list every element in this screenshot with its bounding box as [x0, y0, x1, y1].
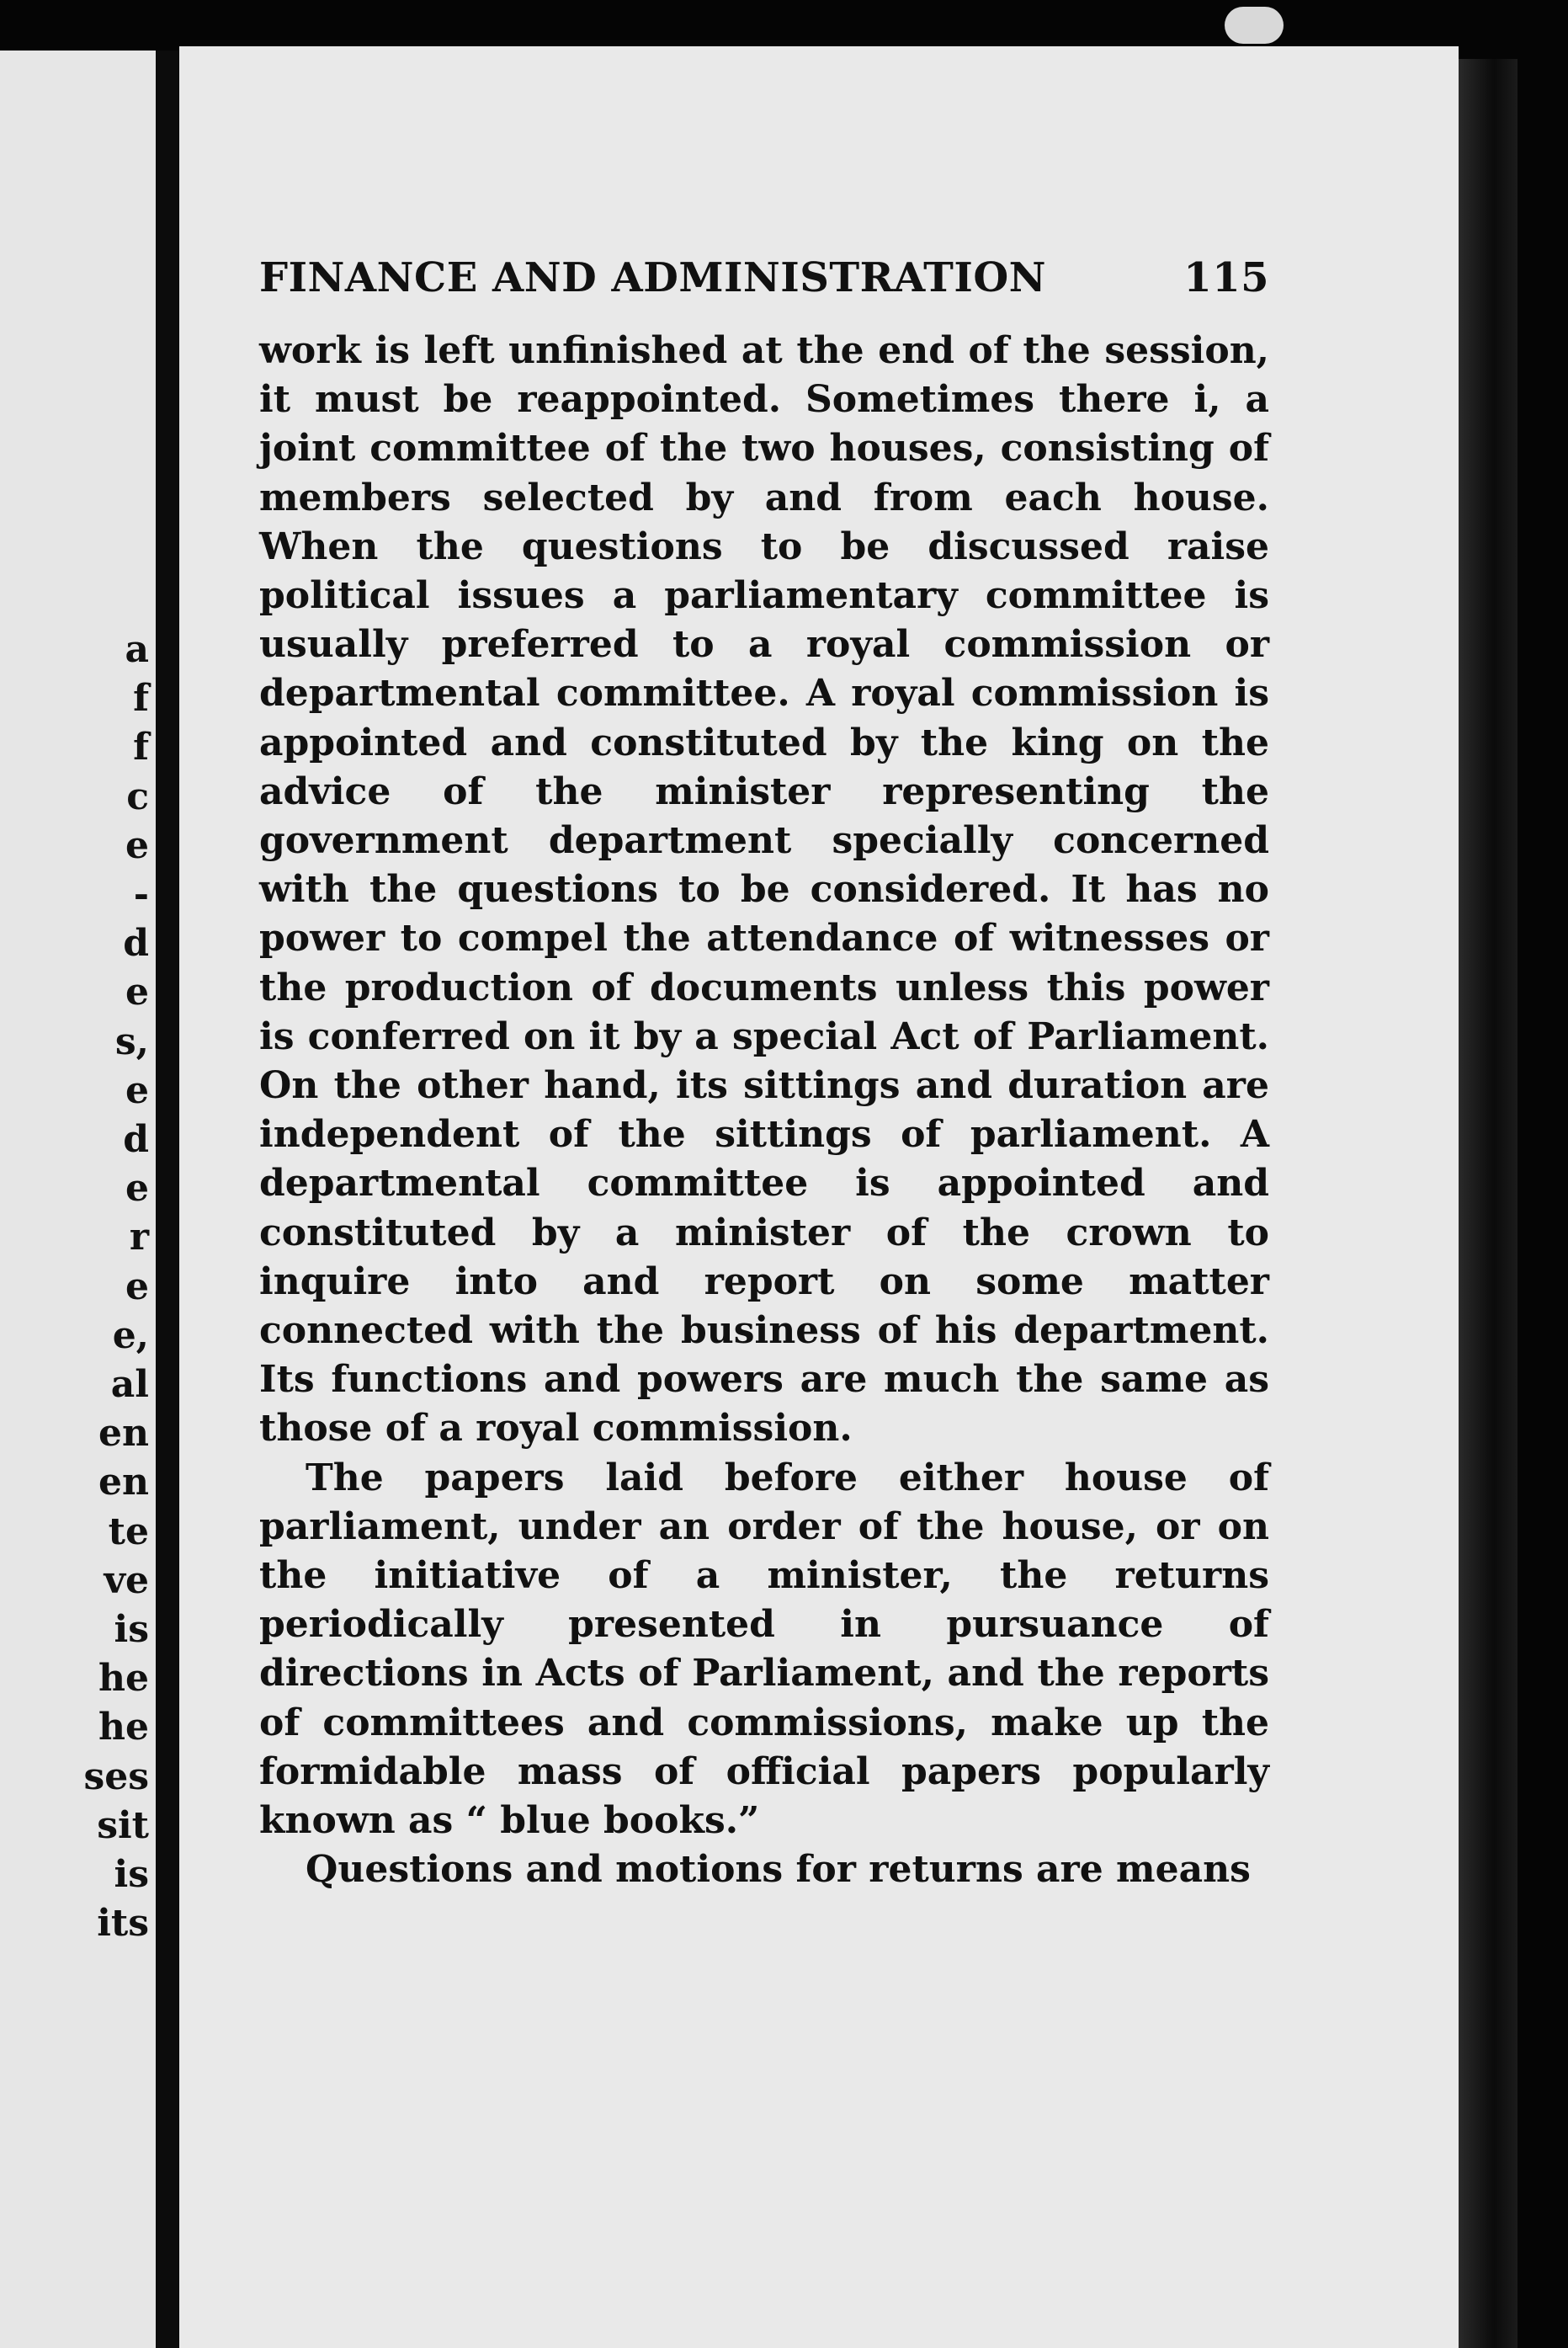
- previous-page-fragment: f: [133, 677, 149, 721]
- book-edge: [1459, 59, 1518, 2348]
- paragraph: The papers laid before either house of parliament, under an order of the house, or on the initiative of a minister, the returns periodically presented in pursuance of directions in Acts of Parliament, and the reports of committees and commissions, make up the formidable mass of official papers popularly known as “ blue books.”: [259, 1456, 1269, 1843]
- previous-page-fragment: al: [110, 1363, 149, 1406]
- previous-page-fragment: ses: [83, 1754, 149, 1798]
- previous-page-fragment: te: [108, 1509, 149, 1553]
- paragraph: Questions and motions for returns are means: [306, 1848, 1251, 1892]
- previous-page-fragment: sit: [97, 1803, 149, 1847]
- previous-page-fragment: ve: [104, 1558, 149, 1602]
- previous-page-fragment: en: [98, 1412, 149, 1456]
- page-content: [259, 253, 1269, 1895]
- previous-page-fragment: s,: [114, 1020, 149, 1063]
- previous-page-edge: [0, 51, 156, 2348]
- previous-page-fragment: f: [133, 726, 149, 769]
- previous-page-fragment: -: [133, 873, 149, 916]
- previous-page-fragment: a: [125, 628, 149, 671]
- previous-page-fragment: c: [126, 775, 149, 818]
- previous-page-fragment: d: [123, 922, 149, 966]
- previous-page-fragment: d: [123, 1118, 149, 1161]
- page: [179, 46, 1459, 2348]
- previous-page-fragment: he: [98, 1657, 149, 1701]
- running-head: [259, 253, 1269, 303]
- page-clip: [1225, 7, 1284, 44]
- running-head-title: FINANCE AND ADMINISTRATION: [259, 254, 1047, 301]
- previous-page-fragment: en: [98, 1461, 149, 1504]
- previous-page-fragment: is: [114, 1608, 149, 1651]
- previous-page-fragment: e: [125, 823, 149, 867]
- paragraph: work is left unfinished at the end of the session, it must be reappointed. Sometimes there i, a joint committee of the two houses, consisting of members selected by and from each house. When the questions to be discussed raise political issues a parliamentary committee is usually preferred to a royal commission or departmental committee. A royal commission is appointed and constituted by the king on the advice of the minister representing the government department specially concerned with the questions to be considered. It has no power to compel the attendance of witnesses or the production of documents unless this power is conferred on it by a special Act of Parliament. On the other hand, its sittings and duration are independent of the sittings of parliament. A departmental committee is appointed and constituted by a minister of the crown to inquire into and report on some matter connected with the business of his department. Its functions and powers are much the same as those of a royal commission.: [259, 329, 1269, 1451]
- previous-page-fragment: e: [125, 1068, 149, 1112]
- previous-page-fragment: r: [129, 1216, 149, 1259]
- previous-page-fragment: e,: [112, 1313, 149, 1357]
- previous-page-fragment: is: [114, 1853, 149, 1896]
- previous-page-text-fragments: [0, 51, 156, 2348]
- previous-page-fragment: its: [97, 1902, 149, 1946]
- page-gutter: [156, 51, 179, 2348]
- previous-page-fragment: e: [125, 1167, 149, 1211]
- previous-page-fragment: e: [125, 971, 149, 1014]
- page-number: 115: [1183, 254, 1269, 301]
- previous-page-fragment: e: [125, 1265, 149, 1308]
- previous-page-fragment: he: [98, 1706, 149, 1749]
